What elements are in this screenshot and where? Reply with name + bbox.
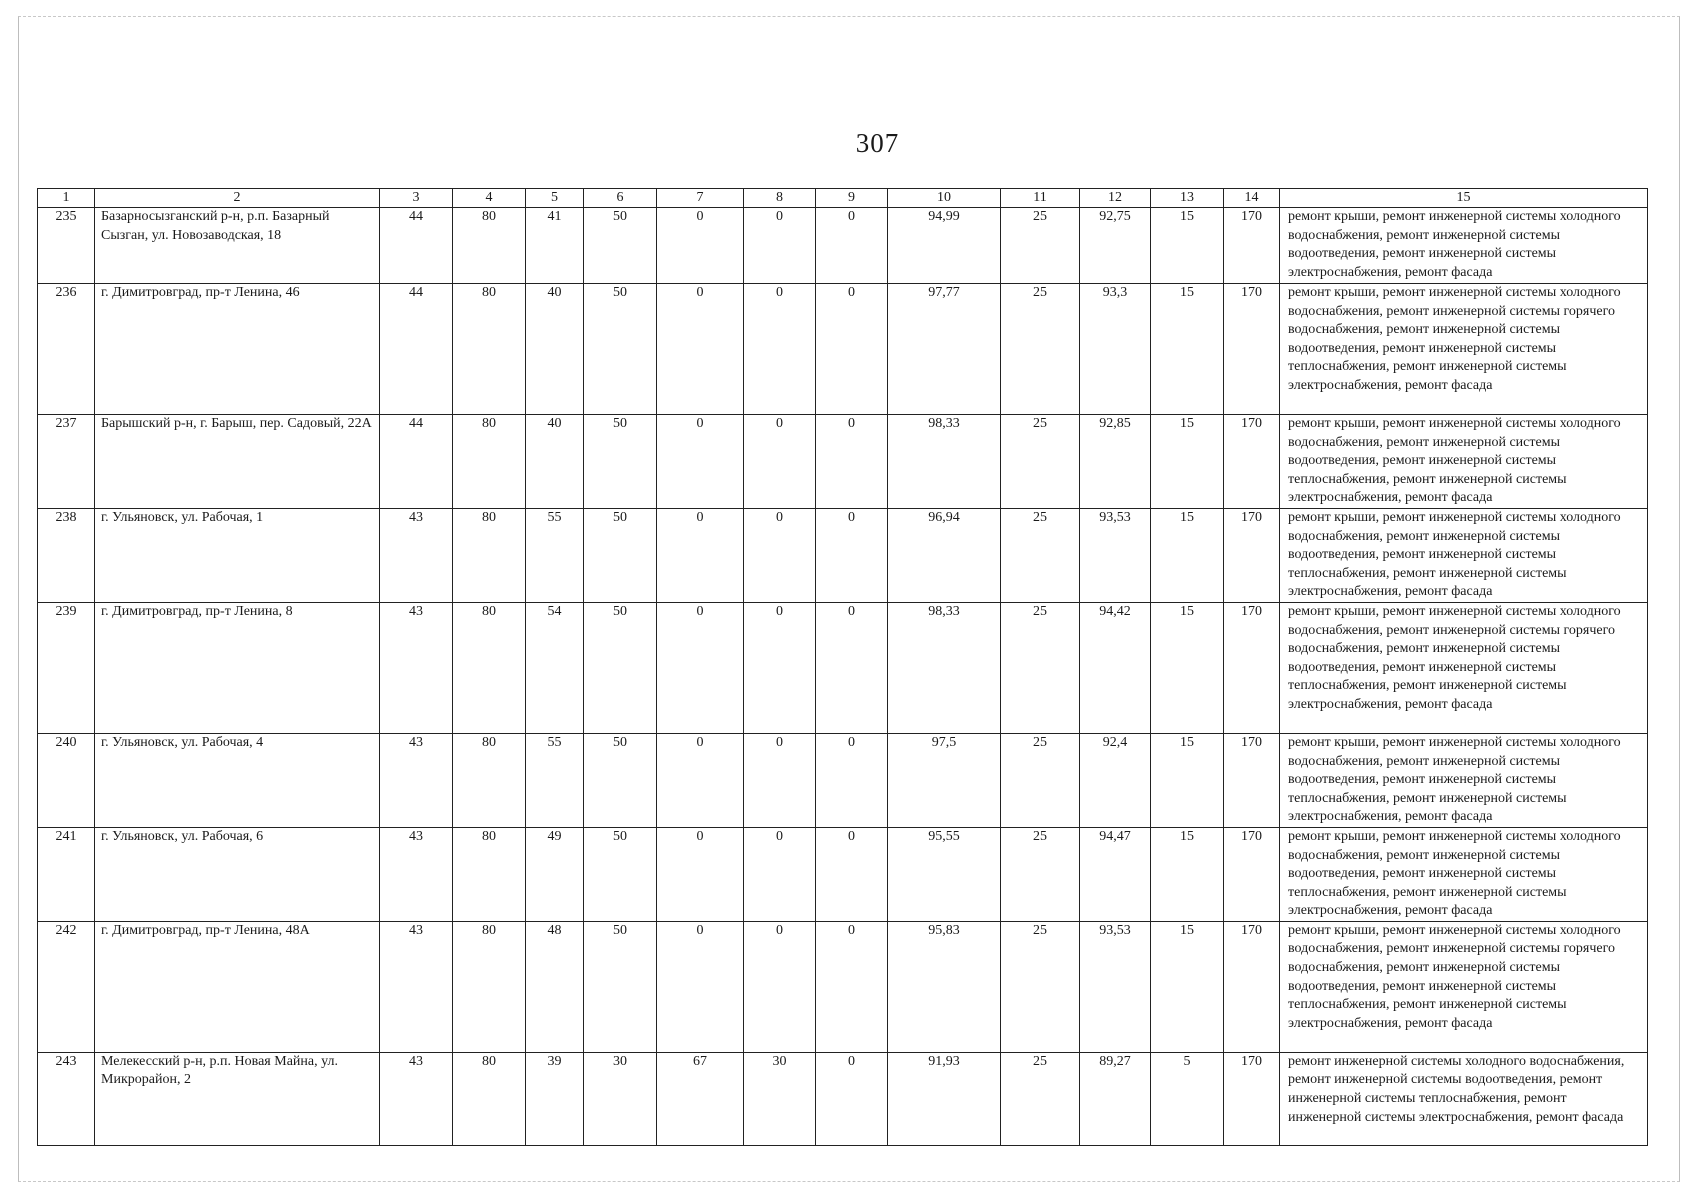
table-row xyxy=(38,827,1648,921)
cell-col-7: 0 xyxy=(657,733,744,827)
cell-row-number: 243 xyxy=(38,1052,95,1145)
cell-row-number: 241 xyxy=(38,827,95,921)
cell-col-14: 170 xyxy=(1224,1052,1280,1145)
cell-col-12: 93,3 xyxy=(1080,284,1151,415)
cell-col-13: 15 xyxy=(1151,602,1224,733)
cell-col-10: 98,33 xyxy=(888,602,1001,733)
cell-col-9: 0 xyxy=(816,208,888,284)
cell-col-6: 50 xyxy=(584,733,657,827)
cell-col-13: 15 xyxy=(1151,284,1224,415)
cell-col-6: 50 xyxy=(584,415,657,509)
cell-col-11: 25 xyxy=(1001,284,1080,415)
cell-col-13: 15 xyxy=(1151,508,1224,602)
cell-row-number: 242 xyxy=(38,921,95,1052)
cell-col-7: 0 xyxy=(657,208,744,284)
cell-col-12: 92,75 xyxy=(1080,208,1151,284)
column-number: 12 xyxy=(1080,189,1151,208)
cell-col-7: 0 xyxy=(657,602,744,733)
cell-col-6: 50 xyxy=(584,508,657,602)
cell-col-7: 67 xyxy=(657,1052,744,1145)
cell-col-5: 39 xyxy=(526,1052,584,1145)
cell-col-6: 50 xyxy=(584,602,657,733)
column-number: 6 xyxy=(584,189,657,208)
cell-col-5: 55 xyxy=(526,733,584,827)
cell-col-7: 0 xyxy=(657,827,744,921)
cell-col-3: 44 xyxy=(380,208,453,284)
cell-col-9: 0 xyxy=(816,827,888,921)
column-number: 8 xyxy=(744,189,816,208)
column-number: 2 xyxy=(95,189,380,208)
cell-col-5: 48 xyxy=(526,921,584,1052)
column-number: 15 xyxy=(1280,189,1648,208)
cell-address: Базарносызганский р-н, р.п. Базарный Сызган, ул. Новозаводская, 18 xyxy=(95,208,380,284)
cell-col-4: 80 xyxy=(453,508,526,602)
cell-col-13: 15 xyxy=(1151,827,1224,921)
column-number: 4 xyxy=(453,189,526,208)
cell-col-13: 15 xyxy=(1151,208,1224,284)
cell-col-3: 44 xyxy=(380,284,453,415)
cell-col-8: 0 xyxy=(744,827,816,921)
cell-col-3: 43 xyxy=(380,602,453,733)
cell-col-5: 54 xyxy=(526,602,584,733)
table-row xyxy=(38,602,1648,733)
cell-col-3: 43 xyxy=(380,827,453,921)
cell-col-14: 170 xyxy=(1224,602,1280,733)
column-number-row xyxy=(38,189,1648,208)
column-number: 3 xyxy=(380,189,453,208)
cell-repair-works: ремонт крыши, ремонт инженерной системы холодного водоснабжения, ремонт инженерной системы водоотведения, ремонт инженерной системы теплоснабжения, ремонт инженерной системы электроснабжения, ремонт фасада xyxy=(1280,733,1648,827)
cell-address: г. Ульяновск, ул. Рабочая, 1 xyxy=(95,508,380,602)
cell-address: г. Ульяновск, ул. Рабочая, 4 xyxy=(95,733,380,827)
cell-col-12: 94,42 xyxy=(1080,602,1151,733)
cell-col-3: 43 xyxy=(380,733,453,827)
cell-col-12: 89,27 xyxy=(1080,1052,1151,1145)
cell-address: г. Ульяновск, ул. Рабочая, 6 xyxy=(95,827,380,921)
cell-col-12: 92,85 xyxy=(1080,415,1151,509)
cell-col-9: 0 xyxy=(816,284,888,415)
cell-col-3: 43 xyxy=(380,1052,453,1145)
cell-col-8: 0 xyxy=(744,508,816,602)
cell-col-12: 93,53 xyxy=(1080,921,1151,1052)
cell-col-11: 25 xyxy=(1001,508,1080,602)
cell-col-4: 80 xyxy=(453,827,526,921)
cell-col-10: 97,5 xyxy=(888,733,1001,827)
cell-col-8: 0 xyxy=(744,284,816,415)
cell-col-5: 40 xyxy=(526,415,584,509)
column-number: 13 xyxy=(1151,189,1224,208)
cell-col-3: 44 xyxy=(380,415,453,509)
cell-col-14: 170 xyxy=(1224,733,1280,827)
cell-repair-works: ремонт крыши, ремонт инженерной системы холодного водоснабжения, ремонт инженерной системы горячего водоснабжения, ремонт инженерной системы водоотведения, ремонт инженерной системы теплоснабжения, ремонт инженерной системы электроснабжения, ремонт фасада xyxy=(1280,284,1648,415)
cell-col-9: 0 xyxy=(816,1052,888,1145)
table-body xyxy=(38,189,1648,1146)
table-row xyxy=(38,284,1648,415)
cell-col-5: 40 xyxy=(526,284,584,415)
cell-repair-works: ремонт крыши, ремонт инженерной системы холодного водоснабжения, ремонт инженерной системы горячего водоснабжения, ремонт инженерной системы водоотведения, ремонт инженерной системы теплоснабжения, ремонт инженерной системы электроснабжения, ремонт фасада xyxy=(1280,602,1648,733)
cell-col-12: 92,4 xyxy=(1080,733,1151,827)
cell-col-11: 25 xyxy=(1001,602,1080,733)
cell-row-number: 240 xyxy=(38,733,95,827)
cell-col-11: 25 xyxy=(1001,1052,1080,1145)
cell-col-4: 80 xyxy=(453,415,526,509)
cell-col-12: 93,53 xyxy=(1080,508,1151,602)
cell-col-8: 0 xyxy=(744,208,816,284)
cell-col-14: 170 xyxy=(1224,415,1280,509)
cell-row-number: 235 xyxy=(38,208,95,284)
column-number: 9 xyxy=(816,189,888,208)
cell-col-4: 80 xyxy=(453,208,526,284)
cell-col-4: 80 xyxy=(453,921,526,1052)
table-row xyxy=(38,1052,1648,1145)
table-row xyxy=(38,733,1648,827)
cell-col-8: 0 xyxy=(744,733,816,827)
cell-col-7: 0 xyxy=(657,921,744,1052)
cell-col-4: 80 xyxy=(453,284,526,415)
cell-col-5: 49 xyxy=(526,827,584,921)
cell-col-10: 95,55 xyxy=(888,827,1001,921)
cell-col-7: 0 xyxy=(657,284,744,415)
cell-col-4: 80 xyxy=(453,602,526,733)
cell-col-10: 97,77 xyxy=(888,284,1001,415)
cell-address: г. Димитровград, пр-т Ленина, 48А xyxy=(95,921,380,1052)
cell-col-12: 94,47 xyxy=(1080,827,1151,921)
cell-col-10: 96,94 xyxy=(888,508,1001,602)
cell-col-5: 41 xyxy=(526,208,584,284)
cell-col-14: 170 xyxy=(1224,508,1280,602)
repair-table xyxy=(37,188,1648,1146)
cell-col-14: 170 xyxy=(1224,208,1280,284)
cell-repair-works: ремонт крыши, ремонт инженерной системы холодного водоснабжения, ремонт инженерной системы горячего водоснабжения, ремонт инженерной системы водоотведения, ремонт инженерной системы теплоснабжения, ремонт инженерной системы электроснабжения, ремонт фасада xyxy=(1280,921,1648,1052)
cell-col-9: 0 xyxy=(816,508,888,602)
cell-col-14: 170 xyxy=(1224,921,1280,1052)
cell-col-8: 30 xyxy=(744,1052,816,1145)
page-number: 307 xyxy=(855,128,900,158)
column-number: 7 xyxy=(657,189,744,208)
cell-col-8: 0 xyxy=(744,415,816,509)
cell-col-6: 50 xyxy=(584,208,657,284)
cell-col-5: 55 xyxy=(526,508,584,602)
cell-col-10: 98,33 xyxy=(888,415,1001,509)
cell-col-10: 94,99 xyxy=(888,208,1001,284)
cell-row-number: 238 xyxy=(38,508,95,602)
cell-address: Мелекесский р-н, р.п. Новая Майна, ул. Микрорайон, 2 xyxy=(95,1052,380,1145)
column-number: 10 xyxy=(888,189,1001,208)
cell-col-6: 50 xyxy=(584,827,657,921)
cell-col-3: 43 xyxy=(380,508,453,602)
cell-repair-works: ремонт крыши, ремонт инженерной системы холодного водоснабжения, ремонт инженерной системы водоотведения, ремонт инженерной системы теплоснабжения, ремонт инженерной системы электроснабжения, ремонт фасада xyxy=(1280,508,1648,602)
cell-row-number: 236 xyxy=(38,284,95,415)
cell-col-4: 80 xyxy=(453,1052,526,1145)
cell-col-11: 25 xyxy=(1001,415,1080,509)
cell-col-11: 25 xyxy=(1001,208,1080,284)
table-row xyxy=(38,208,1648,284)
cell-repair-works: ремонт инженерной системы холодного водоснабжения, ремонт инженерной системы водоотведения, ремонт инженерной системы теплоснабжения, ремонт инженерной системы электроснабжения, ремонт фасада xyxy=(1280,1052,1648,1145)
cell-col-4: 80 xyxy=(453,733,526,827)
column-number: 5 xyxy=(526,189,584,208)
cell-col-6: 30 xyxy=(584,1052,657,1145)
cell-col-13: 15 xyxy=(1151,415,1224,509)
column-number: 1 xyxy=(38,189,95,208)
table-row xyxy=(38,415,1648,509)
cell-col-3: 43 xyxy=(380,921,453,1052)
cell-col-8: 0 xyxy=(744,921,816,1052)
cell-repair-works: ремонт крыши, ремонт инженерной системы холодного водоснабжения, ремонт инженерной системы водоотведения, ремонт инженерной системы электроснабжения, ремонт фасада xyxy=(1280,208,1648,284)
cell-repair-works: ремонт крыши, ремонт инженерной системы холодного водоснабжения, ремонт инженерной системы водоотведения, ремонт инженерной системы теплоснабжения, ремонт инженерной системы электроснабжения, ремонт фасада xyxy=(1280,827,1648,921)
cell-col-6: 50 xyxy=(584,921,657,1052)
cell-col-13: 15 xyxy=(1151,921,1224,1052)
cell-col-11: 25 xyxy=(1001,921,1080,1052)
cell-col-13: 15 xyxy=(1151,733,1224,827)
column-number: 14 xyxy=(1224,189,1280,208)
cell-col-9: 0 xyxy=(816,733,888,827)
cell-repair-works: ремонт крыши, ремонт инженерной системы холодного водоснабжения, ремонт инженерной системы водоотведения, ремонт инженерной системы теплоснабжения, ремонт инженерной системы электроснабжения, ремонт фасада xyxy=(1280,415,1648,509)
cell-col-7: 0 xyxy=(657,415,744,509)
table-row xyxy=(38,921,1648,1052)
cell-col-9: 0 xyxy=(816,415,888,509)
cell-row-number: 237 xyxy=(38,415,95,509)
cell-col-9: 0 xyxy=(816,921,888,1052)
cell-address: г. Димитровград, пр-т Ленина, 8 xyxy=(95,602,380,733)
cell-address: г. Димитровград, пр-т Ленина, 46 xyxy=(95,284,380,415)
cell-col-6: 50 xyxy=(584,284,657,415)
cell-col-10: 95,83 xyxy=(888,921,1001,1052)
cell-col-9: 0 xyxy=(816,602,888,733)
cell-col-11: 25 xyxy=(1001,827,1080,921)
cell-col-13: 5 xyxy=(1151,1052,1224,1145)
cell-col-14: 170 xyxy=(1224,284,1280,415)
cell-col-10: 91,93 xyxy=(888,1052,1001,1145)
cell-row-number: 239 xyxy=(38,602,95,733)
table-row xyxy=(38,508,1648,602)
cell-col-11: 25 xyxy=(1001,733,1080,827)
cell-address: Барышский р-н, г. Барыш, пер. Садовый, 22А xyxy=(95,415,380,509)
column-number: 11 xyxy=(1001,189,1080,208)
cell-col-8: 0 xyxy=(744,602,816,733)
cell-col-7: 0 xyxy=(657,508,744,602)
cell-col-14: 170 xyxy=(1224,827,1280,921)
